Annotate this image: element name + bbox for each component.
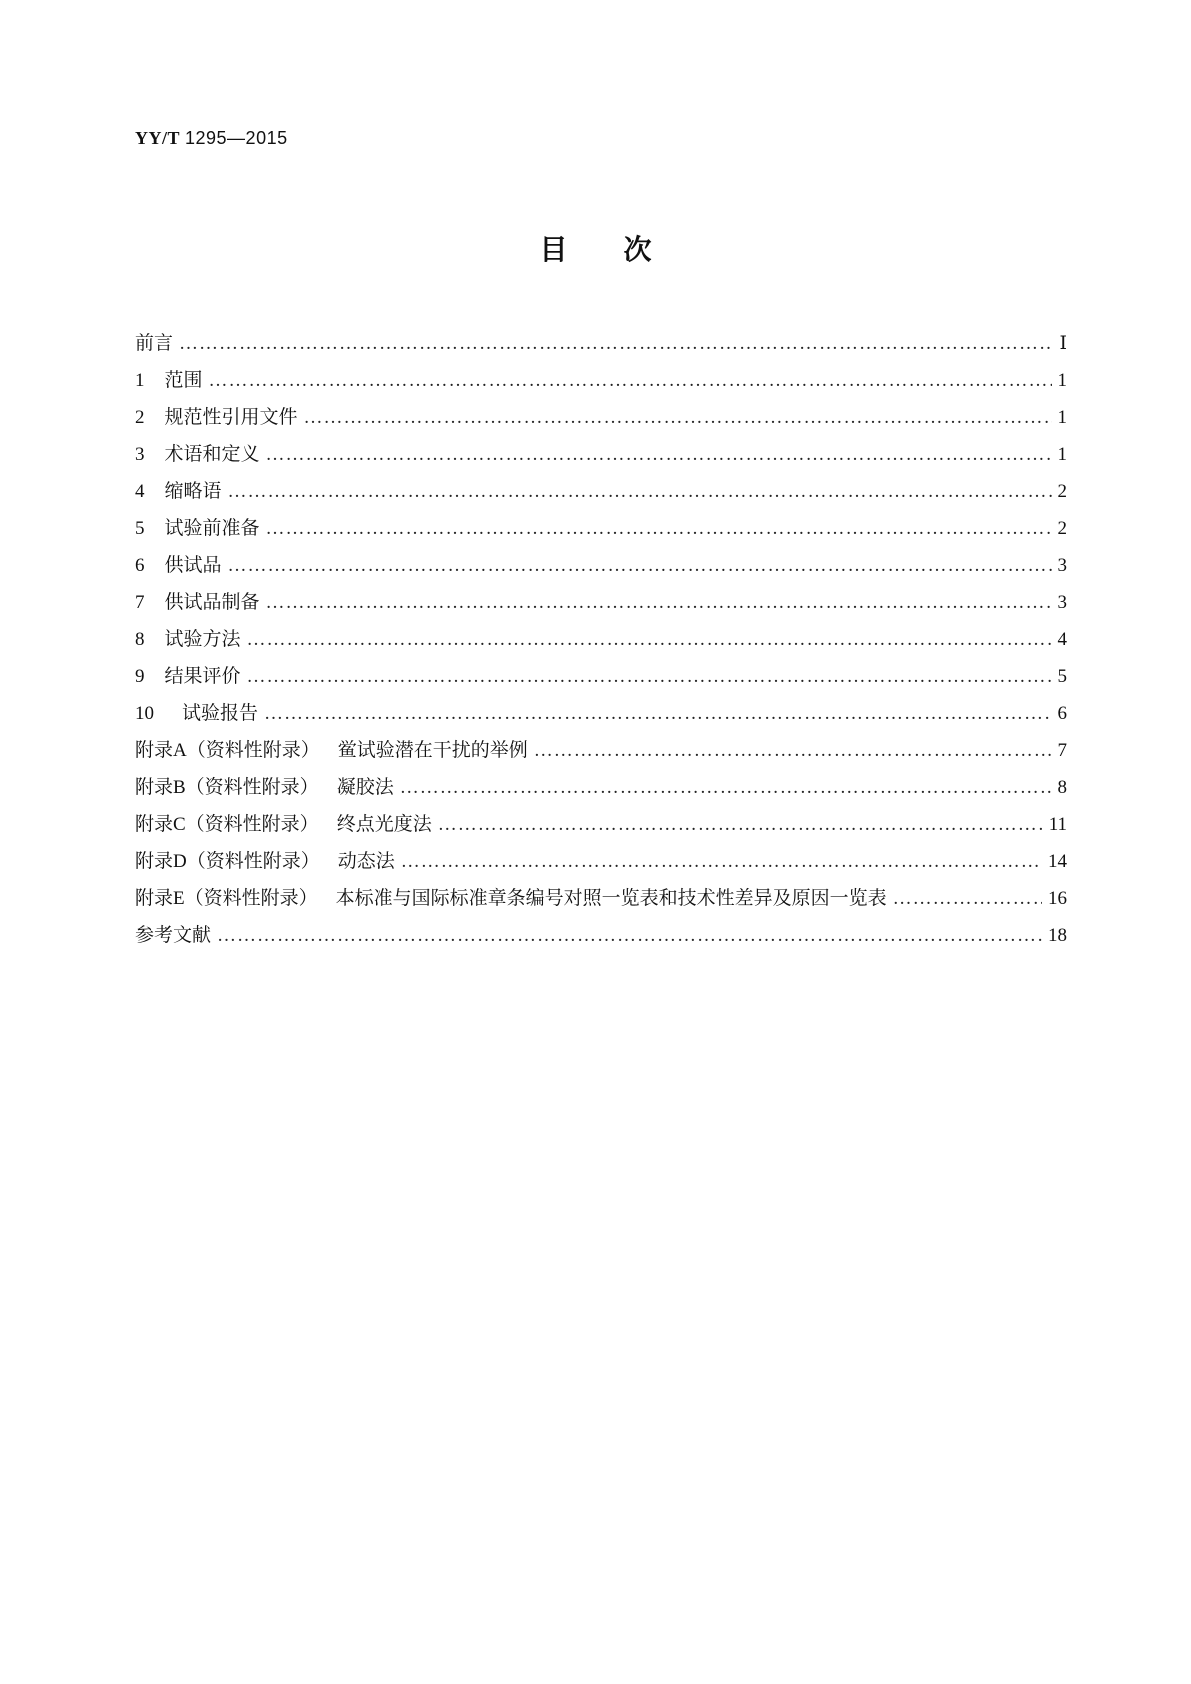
toc-entry-page: 7 (1057, 740, 1067, 761)
toc-entry-number: 3 (135, 444, 145, 465)
toc-entry-label: 术语和定义 (164, 444, 260, 465)
toc-entry-label: 鲎试验潜在干扰的举例 (337, 740, 528, 761)
toc-entry-label: 结果评价 (164, 666, 241, 687)
toc-entry-title (135, 402, 298, 429)
dot-leader (179, 333, 1053, 355)
toc-entry[interactable] (135, 846, 1067, 883)
toc-entry[interactable] (135, 735, 1067, 772)
toc-entry-title (135, 513, 260, 540)
toc-entry-label: 本标准与国际标准章条编号对照一览表和技术性差异及原因一览表 (335, 888, 887, 909)
toc-entry-label: 终点光度法 (336, 814, 432, 835)
table-of-contents (135, 328, 1067, 957)
toc-entry-page: 1 (1057, 370, 1067, 391)
standard-code (135, 128, 288, 149)
toc-entry-title (135, 809, 432, 836)
dot-leader (438, 814, 1043, 836)
toc-entry-title (135, 624, 241, 651)
standard-number: 1295—2015 (185, 128, 288, 148)
toc-entry-page: 18 (1048, 925, 1067, 946)
dot-leader (266, 444, 1052, 466)
toc-entry-title (135, 439, 260, 466)
toc-entry-number: 附录E（资料性附录） (135, 888, 318, 909)
dot-leader (400, 777, 1052, 799)
toc-entry-title (135, 550, 222, 577)
toc-entry-number: 1 (135, 370, 145, 391)
toc-entry-page: 2 (1057, 481, 1067, 502)
toc-entry-title (135, 365, 203, 392)
dot-leader (264, 703, 1051, 725)
toc-entry-number: 9 (135, 666, 145, 687)
toc-entry-page: 1 (1057, 444, 1067, 465)
toc-entry-page: 11 (1048, 814, 1067, 835)
dot-leader (217, 925, 1042, 947)
toc-entry-page: 5 (1057, 666, 1067, 687)
dot-leader (228, 555, 1052, 577)
toc-entry-label: 缩略语 (164, 481, 222, 502)
toc-entry-number: 4 (135, 481, 145, 502)
toc-entry[interactable] (135, 772, 1067, 809)
toc-entry-page: 3 (1057, 555, 1067, 576)
dot-leader (228, 481, 1052, 503)
page-title: 目次 (539, 233, 708, 266)
toc-entry-number: 附录B（资料性附录） (135, 777, 319, 798)
toc-entry-label: 范围 (164, 370, 203, 391)
toc-entry-label: 前言 (135, 333, 174, 354)
toc-entry[interactable] (135, 365, 1067, 402)
toc-entry-number: 10 (135, 703, 154, 724)
toc-entry[interactable] (135, 513, 1067, 550)
toc-entry-number: 5 (135, 518, 145, 539)
toc-entry-page: 14 (1048, 851, 1067, 872)
dot-leader (247, 666, 1052, 688)
toc-entry-page: 16 (1048, 888, 1067, 909)
toc-entry-number: 附录C（资料性附录） (135, 814, 319, 835)
dot-leader (304, 407, 1052, 429)
toc-entry[interactable] (135, 661, 1067, 698)
toc-entry[interactable] (135, 698, 1067, 735)
dot-leader (266, 518, 1052, 540)
dot-leader (893, 888, 1042, 910)
toc-entry-title (135, 587, 260, 614)
toc-entry[interactable] (135, 550, 1067, 587)
toc-entry[interactable] (135, 809, 1067, 846)
toc-entry-number: 7 (135, 592, 145, 613)
toc-entry[interactable] (135, 476, 1067, 513)
toc-entry-label: 供试品 (164, 555, 222, 576)
toc-entry[interactable] (135, 587, 1067, 624)
toc-entry-label: 试验报告 (182, 703, 259, 724)
toc-entry-label: 供试品制备 (164, 592, 260, 613)
toc-entry-label: 参考文献 (135, 925, 212, 946)
toc-entry-page: 2 (1057, 518, 1067, 539)
toc-entry-label: 凝胶法 (336, 777, 394, 798)
toc-entry-title (135, 772, 394, 799)
toc-entry-title (135, 661, 241, 688)
toc-entry-page: 8 (1057, 777, 1067, 798)
toc-entry-label: 规范性引用文件 (164, 407, 298, 428)
toc-entry-label: 动态法 (337, 851, 395, 872)
toc-entry-label: 试验方法 (164, 629, 241, 650)
toc-entry-number: 2 (135, 407, 145, 428)
toc-entry-label: 试验前准备 (164, 518, 260, 539)
toc-entry-page: 1 (1057, 407, 1067, 428)
toc-entry-number: 6 (135, 555, 145, 576)
dot-leader (247, 629, 1052, 651)
toc-entry-title (135, 328, 173, 355)
toc-entry[interactable] (135, 624, 1067, 661)
toc-entry-title (135, 920, 211, 947)
toc-entry-title (135, 883, 887, 910)
toc-entry[interactable] (135, 328, 1067, 365)
toc-entry[interactable] (135, 402, 1067, 439)
dot-leader (534, 740, 1052, 762)
toc-entry-number: 8 (135, 629, 145, 650)
toc-entry-title (135, 476, 222, 503)
toc-entry-number: 附录A（资料性附录） (135, 740, 320, 761)
toc-entry[interactable] (135, 883, 1067, 920)
dot-leader (266, 592, 1052, 614)
dot-leader (209, 370, 1052, 392)
toc-entry-page: Ⅰ (1059, 333, 1067, 354)
toc-entry-title (135, 846, 395, 873)
dot-leader (401, 851, 1042, 873)
toc-entry-page: 3 (1057, 592, 1067, 613)
toc-entry[interactable] (135, 920, 1067, 957)
toc-entry-number: 附录D（资料性附录） (135, 851, 320, 872)
toc-entry-page: 4 (1057, 629, 1067, 650)
toc-entry-page: 6 (1057, 703, 1067, 724)
toc-entry-title (135, 735, 528, 762)
toc-entry-title (135, 698, 258, 725)
toc-entry[interactable] (135, 439, 1067, 476)
standard-prefix: YY/T (135, 128, 181, 148)
